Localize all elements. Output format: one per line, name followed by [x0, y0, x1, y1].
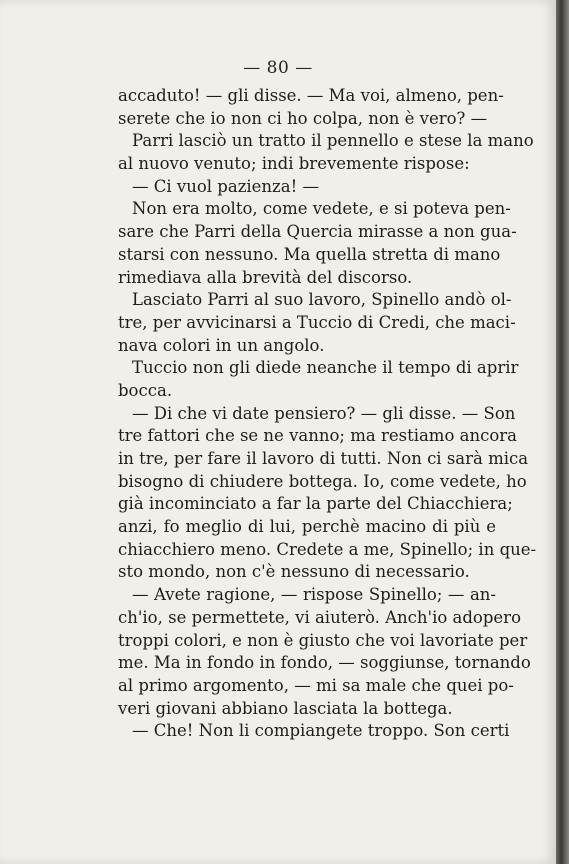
text-line: troppi colori, e non è giusto che voi lavoriate per	[118, 630, 528, 650]
text-line: ch'io, se permettete, vi aiuterò. Anch'io adopero	[118, 607, 522, 627]
text-line: — Di che vi date pensiero? — gli disse. — Son	[132, 403, 516, 423]
page-number: — 80 —	[243, 58, 313, 78]
text-line: tre, per avvicinarsi a Tuccio di Credi, che maci-	[118, 312, 516, 332]
text-line: già incominciato a far la parte del Chiacchiera;	[118, 494, 513, 514]
text-line: sare che Parri della Quercia mirasse a non gua-	[118, 222, 517, 242]
text-line: veri giovani abbiano lasciata la bottega.	[118, 698, 453, 718]
text-line: in tre, per fare il lavoro di tutti. Non ci sarà mica	[118, 449, 529, 468]
text-line: me. Ma in fondo in fondo, — soggiunse, tornando	[118, 653, 531, 673]
text-line: Parri lasciò un tratto il pennello e stese la mano	[132, 131, 534, 151]
text-line: sto mondo, non c'è nessuno di necessario.	[118, 562, 470, 582]
text-line: Non era molto, come vedete, e si poteva pen-	[132, 199, 511, 219]
text-line: — Ci vuol pazienza! —	[132, 176, 319, 196]
text-line: nava colori in un angolo.	[118, 335, 325, 355]
text-line: — Che! Non li compiangete troppo. Son certi	[132, 721, 510, 741]
text-line: Tuccio non gli diede neanche il tempo di aprir	[132, 358, 519, 378]
text-line: Lasciato Parri al suo lavoro, Spinello andò ol-	[132, 290, 512, 310]
text-line: bisogno di chiudere bottega. Io, come vedete, ho	[118, 471, 527, 491]
text-line: bocca.	[118, 380, 173, 400]
text-line: tre fattori che se ne vanno; ma restiamo ancora	[118, 426, 517, 446]
text-line: — Avete ragione, — rispose Spinello; — an-	[132, 585, 496, 605]
text-line: rimediava alla brevità del discorso.	[118, 267, 413, 287]
book-spine-edge	[556, 0, 569, 864]
text-line: anzi, fo meglio di lui, perchè macino di più e	[118, 517, 496, 537]
text-line: serete che io non ci ho colpa, non è vero? —	[118, 108, 488, 128]
body-text	[118, 85, 537, 743]
text-line: chiacchiero meno. Credete a me, Spinello; in que-	[118, 539, 537, 559]
text-line: accaduto! — gli disse. — Ma voi, almeno, pen-	[118, 86, 504, 105]
text-line: starsi con nessuno. Ma quella stretta di mano	[118, 244, 501, 264]
text-line: al primo argomento, — mi sa male che quei po-	[118, 675, 514, 695]
text-line: al nuovo venuto; indi brevemente rispose:	[118, 154, 470, 174]
